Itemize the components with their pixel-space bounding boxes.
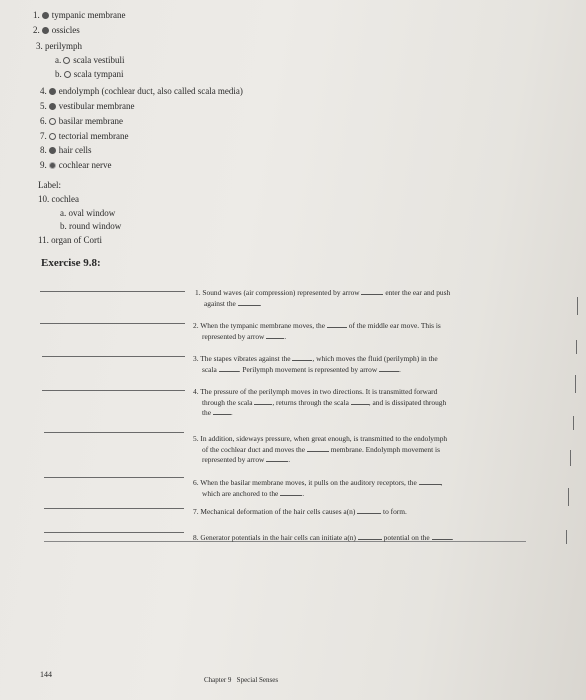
chapter-footer: Chapter 9 Special Senses — [204, 676, 279, 684]
question-blank[interactable] — [419, 477, 441, 485]
label-item-10b: b. round window — [60, 221, 122, 231]
question-7: 7. Mechanical deformation of the hair cells causes a(n) to form. — [193, 507, 407, 516]
question-blank[interactable] — [213, 407, 231, 415]
page-number: 144 — [40, 670, 52, 679]
key-item-6: 6. basilar membrane — [40, 116, 123, 126]
exercise-title: Exercise 9.8: — [41, 257, 101, 269]
key-item-3b: b. scala tympani — [55, 69, 124, 79]
key-item-5: 5. vestibular membrane — [40, 101, 135, 111]
filled-dot-icon — [49, 88, 56, 95]
answer-line-5[interactable] — [44, 432, 184, 433]
question-6: 6. When the basilar membrane moves, it pulls on the auditory receptors, the , which are anchored to the . — [193, 478, 443, 498]
key-item-4: 4. endolymph (cochlear duct, also called scala media) — [40, 86, 243, 96]
label-item-10a: a. oval window — [60, 208, 116, 218]
question-5: 5. In addition, sideways pressure, when great enough, is transmitted to the endolymph of the cochlear duct and moves the membrane. Endolymph movement is represented by arrow . — [193, 434, 448, 464]
answer-line-6[interactable] — [44, 477, 184, 478]
ring-dot-icon — [63, 57, 70, 64]
answer-line-8[interactable] — [44, 532, 184, 533]
filled-dot-icon — [42, 27, 49, 34]
edge-bracket — [570, 450, 571, 466]
answer-line-7[interactable] — [44, 508, 184, 509]
label-heading: Label: — [38, 180, 61, 190]
edge-bracket — [577, 297, 578, 315]
key-item-7: 7. tectorial membrane — [40, 131, 129, 141]
question-4: 4. The pressure of the perilymph moves in two directions. It is transmitted forward through the scala , returns through the scala , and is dissipated through the . — [193, 387, 447, 417]
edge-bracket — [573, 416, 574, 430]
key-item-2: 2. ossicles — [33, 25, 80, 35]
question-blank[interactable] — [266, 454, 288, 462]
question-blank[interactable] — [351, 397, 369, 405]
question-blank[interactable] — [357, 506, 381, 514]
key-item-8: 8. hair cells — [40, 145, 92, 155]
question-2: 2. When the tympanic membrane moves, the of the middle ear move. This is represented by arrow . — [193, 321, 441, 341]
edge-bracket — [568, 488, 569, 506]
question-blank[interactable] — [307, 444, 329, 452]
key-item-9: 9. cochlear nerve — [40, 160, 112, 170]
ring-dot-icon — [64, 71, 71, 78]
question-blank[interactable] — [327, 320, 347, 328]
question-8: 8. Generator potentials in the hair cells can initiate a(n) potential on the . — [193, 533, 454, 542]
mixed-dot-icon — [49, 162, 56, 169]
question-blank[interactable] — [379, 364, 399, 372]
label-item-11: 11. organ of Corti — [38, 235, 102, 245]
answer-line-3[interactable] — [42, 356, 185, 357]
key-item-3: 3. perilymph — [36, 41, 82, 51]
question-blank[interactable] — [266, 331, 284, 339]
key-item-3a: a. scala vestibuli — [55, 55, 125, 65]
filled-dot-icon — [42, 12, 49, 19]
question-1: 1. Sound waves (air compression) represented by arrow enter the ear and push against the . — [195, 288, 451, 308]
answer-line-4[interactable] — [42, 390, 185, 391]
filled-dot-icon — [49, 147, 56, 154]
label-item-10: 10. cochlea — [38, 194, 79, 204]
answer-line-2[interactable] — [40, 323, 185, 324]
question-blank[interactable] — [254, 397, 272, 405]
question-blank[interactable] — [358, 532, 382, 540]
question-blank[interactable] — [219, 364, 239, 372]
filled-dot-icon — [49, 103, 56, 110]
edge-bracket — [575, 375, 576, 393]
question-blank[interactable] — [280, 488, 302, 496]
edge-bracket — [576, 340, 577, 354]
question-blank[interactable] — [238, 298, 260, 306]
edge-bracket — [566, 530, 567, 544]
question-blank[interactable] — [361, 287, 383, 295]
question-3: 3. The stapes vibrates against the , which moves the fluid (perilymph) in the scala . Perilymph movement is represented by arrow . — [193, 354, 438, 374]
answer-line-1[interactable] — [40, 291, 185, 292]
key-item-1: 1. tympanic membrane — [33, 10, 126, 20]
question-blank[interactable] — [432, 532, 452, 540]
question-blank[interactable] — [292, 353, 312, 361]
ring-dot-icon — [49, 133, 56, 140]
ring-dot-icon — [49, 118, 56, 125]
